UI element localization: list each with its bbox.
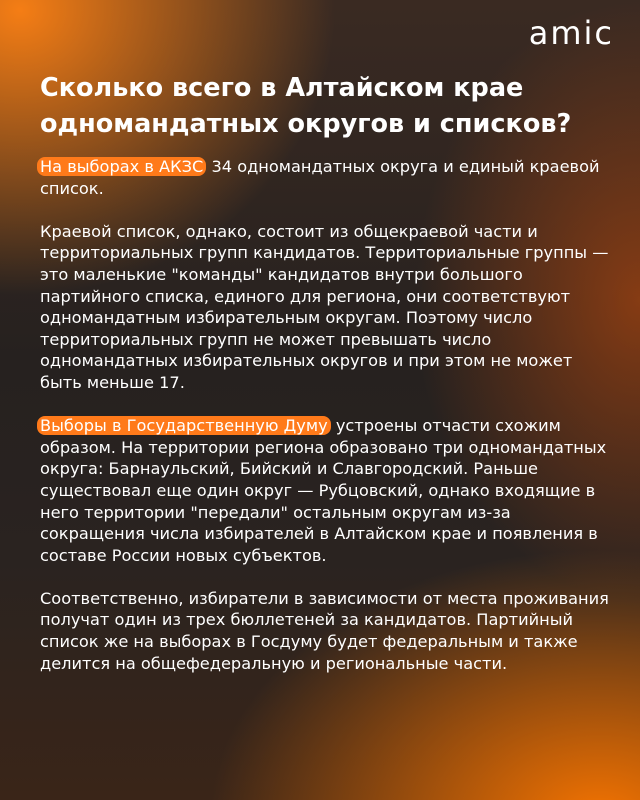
paragraph-text: Краевой список, однако, состоит из общекраевой части и территориальных групп кандидатов. Территориальные группы — это маленькие "команды" кандидатов внутри большого партийного списка, единого для региона, они соответствуют одномандатным избирательным округам. Поэтому число территориальных групп не может превышать число одномандатных избирательных округов и при этом не может быть меньше 17. [40, 221, 609, 392]
paragraph-state-duma [40, 415, 615, 566]
page-title: Сколько всего в Алтайском крае одномандатных округов и списков? [40, 73, 572, 139]
paragraph-ballots [40, 588, 615, 674]
paragraph-akzs [40, 156, 615, 199]
highlight-akzs: На выборах в АКЗС [37, 157, 206, 176]
paragraph-territorial-groups [40, 221, 615, 394]
article-body [40, 156, 615, 696]
paragraph-text: Соответственно, избиратели в зависимости от места проживания получат один из трех бюллетеней за кандидатов. Партийный список же на выборах в Госдуму будет федеральным и также делится на общефедеральную и региональные части. [40, 588, 609, 673]
paragraph-text: 34 одномандатных округа и единый краевой список. [40, 157, 600, 198]
highlight-state-duma: Выборы в Государственную Думу [37, 416, 331, 435]
brand-logo: amic [528, 14, 614, 52]
paragraph-text: устроены отчасти схожим образом. На территории региона образовано три одномандатных округа: Барнаульский, Бийский и Славгородский. Раньше существовал еще один округ — Рубцовский, однако входящие в него территории "передали" остальным округам из-за сокращения числа избирателей в Алтайском крае и появления в составе России новых субъектов. [40, 416, 607, 565]
